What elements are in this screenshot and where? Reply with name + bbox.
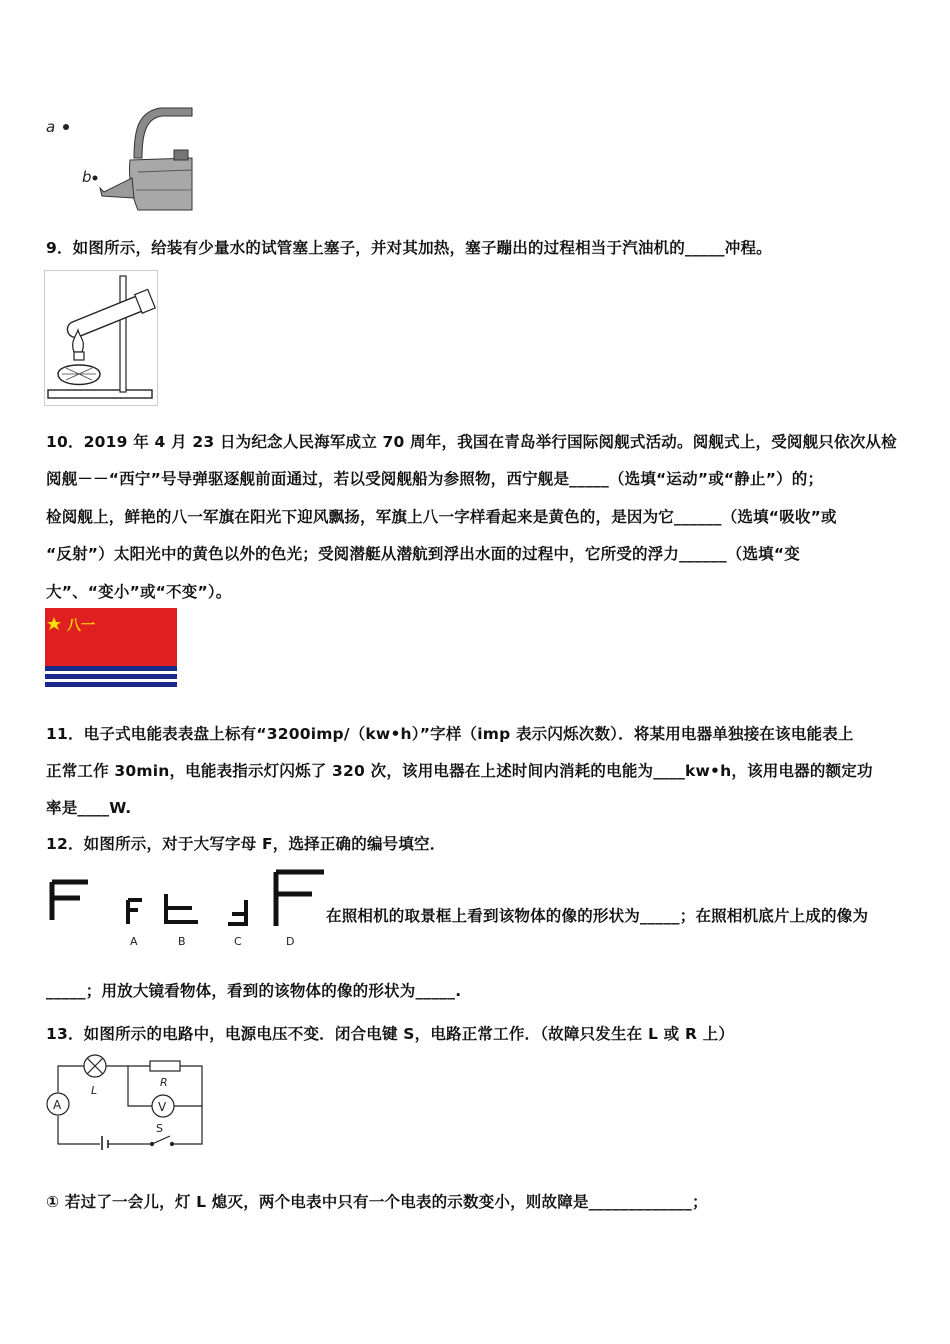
f-label-c: C	[234, 935, 242, 948]
question-12-line-1: 12．如图所示，对于大写字母 F，选择正确的编号填空．	[46, 835, 446, 853]
question-11-line-3: 率是____W.	[46, 799, 132, 817]
question-9: 9．如图所示，给装有少量水的试管塞上塞子，并对其加热，塞子蹦出的过程相当于汽油机的_____冲程。	[46, 239, 772, 257]
question-13-line-1: 13．如图所示的电路中，电源电压不变．闭合电键 S，电路正常工作．（故障只发生在 L 或 R 上）	[46, 1025, 735, 1043]
f-label-b: B	[178, 935, 186, 948]
circuit-diagram	[44, 1050, 208, 1150]
flag-text: 八一	[67, 618, 95, 634]
f-label-a: A	[130, 935, 138, 948]
f-letters-figure	[46, 860, 328, 952]
question-12-inline: 在照相机的取景框上看到该物体的像的形状为_____；在照相机底片上成的像为	[326, 907, 869, 925]
question-10-line-5: 大”、“变小”或“不变”）。	[46, 583, 232, 601]
voltmeter-label: V	[158, 1100, 167, 1114]
kettle-label-b: b	[82, 168, 92, 186]
lamp-label: L	[91, 1084, 98, 1097]
question-10-line-2: 阅舰－－“西宁”号导弹驱逐舰前面通过，若以受阅舰船为参照物，西宁舰是_____（选填“运动”或“静止”）的；	[46, 470, 824, 488]
question-10-line-3: 检阅舰上，鲜艳的八一军旗在阳光下迎风飘扬，军旗上八一字样看起来是黄色的，是因为它______（选填“吸收”或	[46, 508, 837, 526]
ammeter-label: A	[53, 1098, 62, 1112]
question-10-line-4: “反射”）太阳光中的黄色以外的色光；受阅潜艇从潜航到浮出水面的过程中，它所受的浮力______（选填“变	[46, 545, 800, 563]
question-10-line-1: 10．2019 年 4 月 23 日为纪念人民海军成立 70 周年，我国在青岛举行国际阅舰式活动。阅舰式上，受阅舰只依次从检	[46, 433, 897, 451]
bayi-flag	[45, 608, 177, 692]
resistor-label: R	[160, 1076, 168, 1089]
question-11-line-2: 正常工作 30min，电能表指示灯闪烁了 320 次，该用电器在上述时间内消耗的电能为____kw•h，该用电器的额定功	[46, 762, 873, 780]
test-tube-figure	[44, 270, 158, 406]
question-13-sub-1: ① 若过了一会儿，灯 L 熄灭，两个电表中只有一个电表的示数变小，则故障是_____________；	[46, 1193, 708, 1211]
f-label-d: D	[286, 935, 295, 948]
switch-label: S	[156, 1122, 163, 1135]
kettle-figure	[42, 100, 194, 212]
question-11-line-1: 11．电子式电能表表盘上标有“3200imp/（kw•h）”字样（imp 表示闪烁次数）．将某用电器单独接在该电能表上	[46, 725, 854, 743]
kettle-label-a: a	[46, 118, 56, 136]
question-12-line-3: _____；用放大镜看物体，看到的该物体的像的形状为_____.	[46, 982, 462, 1000]
